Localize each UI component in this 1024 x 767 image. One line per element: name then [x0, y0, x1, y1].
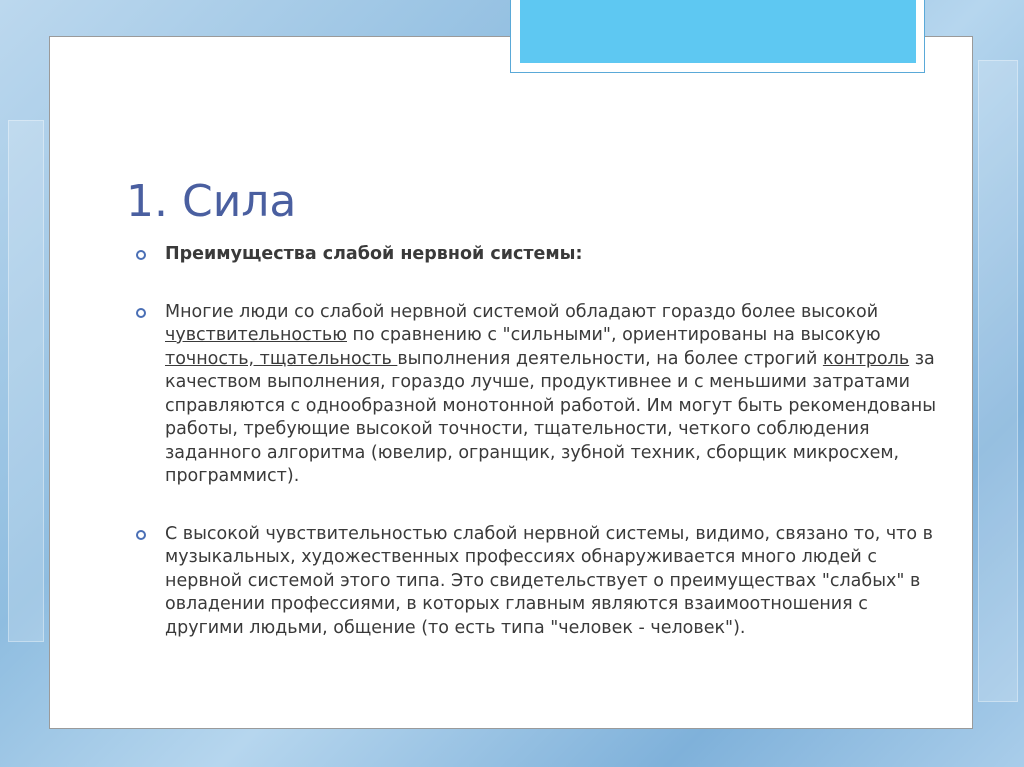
background-decor-rect — [978, 60, 1018, 702]
para1-text-2: по сравнению с "сильными", ориентированы на высокую — [346, 325, 881, 345]
bullet-list — [133, 243, 943, 640]
bullet-heading — [133, 243, 943, 267]
accent-bar — [520, 0, 916, 63]
bullet-circle-icon — [136, 530, 146, 540]
bullet-paragraph-sensitivity — [133, 523, 943, 641]
link-control[interactable]: контроль — [822, 348, 910, 369]
bullet-heading-text: Преимущества слабой нервной системы: — [165, 244, 583, 264]
link-precision[interactable]: точность, тщательность — [165, 348, 398, 369]
para1-text-4: за качеством выполнения, гораздо лучше, продуктивнее и с меньшими затратами справляются с однообразной монотонной работой. Им могут быть рекомендованы работы, требующие высокой точности, тщательности, четкого соблюдения заданного алгоритма (ювелир, огранщик, зубной техник, сборщик микросхем, программист). — [165, 348, 937, 486]
para1-text-3: выполнения деятельности, на более строгий — [397, 348, 823, 369]
bullet-circle-icon — [136, 250, 146, 260]
slide-title: 1. Сила — [126, 176, 297, 227]
para2-text: С высокой чувствительностью слабой нервной системы, видимо, связано то, что в музыкальных, художественных профессиях обнаруживается много людей с нервной системой этого типа. Это свидетельствует о преимуществах "слабых" в овладении профессиями, в которых главным являются взаимоотношения с другими людьми, общение (то есть типа "человек - человек"). — [165, 523, 933, 638]
link-sensitivity[interactable]: чувствительностью — [165, 325, 347, 345]
background-decor-rect — [8, 120, 44, 642]
para1-text-1: Многие люди со слабой нервной системой обладают гораздо более высокой — [165, 301, 879, 322]
bullet-paragraph-weak-nervous-system — [133, 301, 943, 489]
bullet-circle-icon — [136, 308, 146, 318]
